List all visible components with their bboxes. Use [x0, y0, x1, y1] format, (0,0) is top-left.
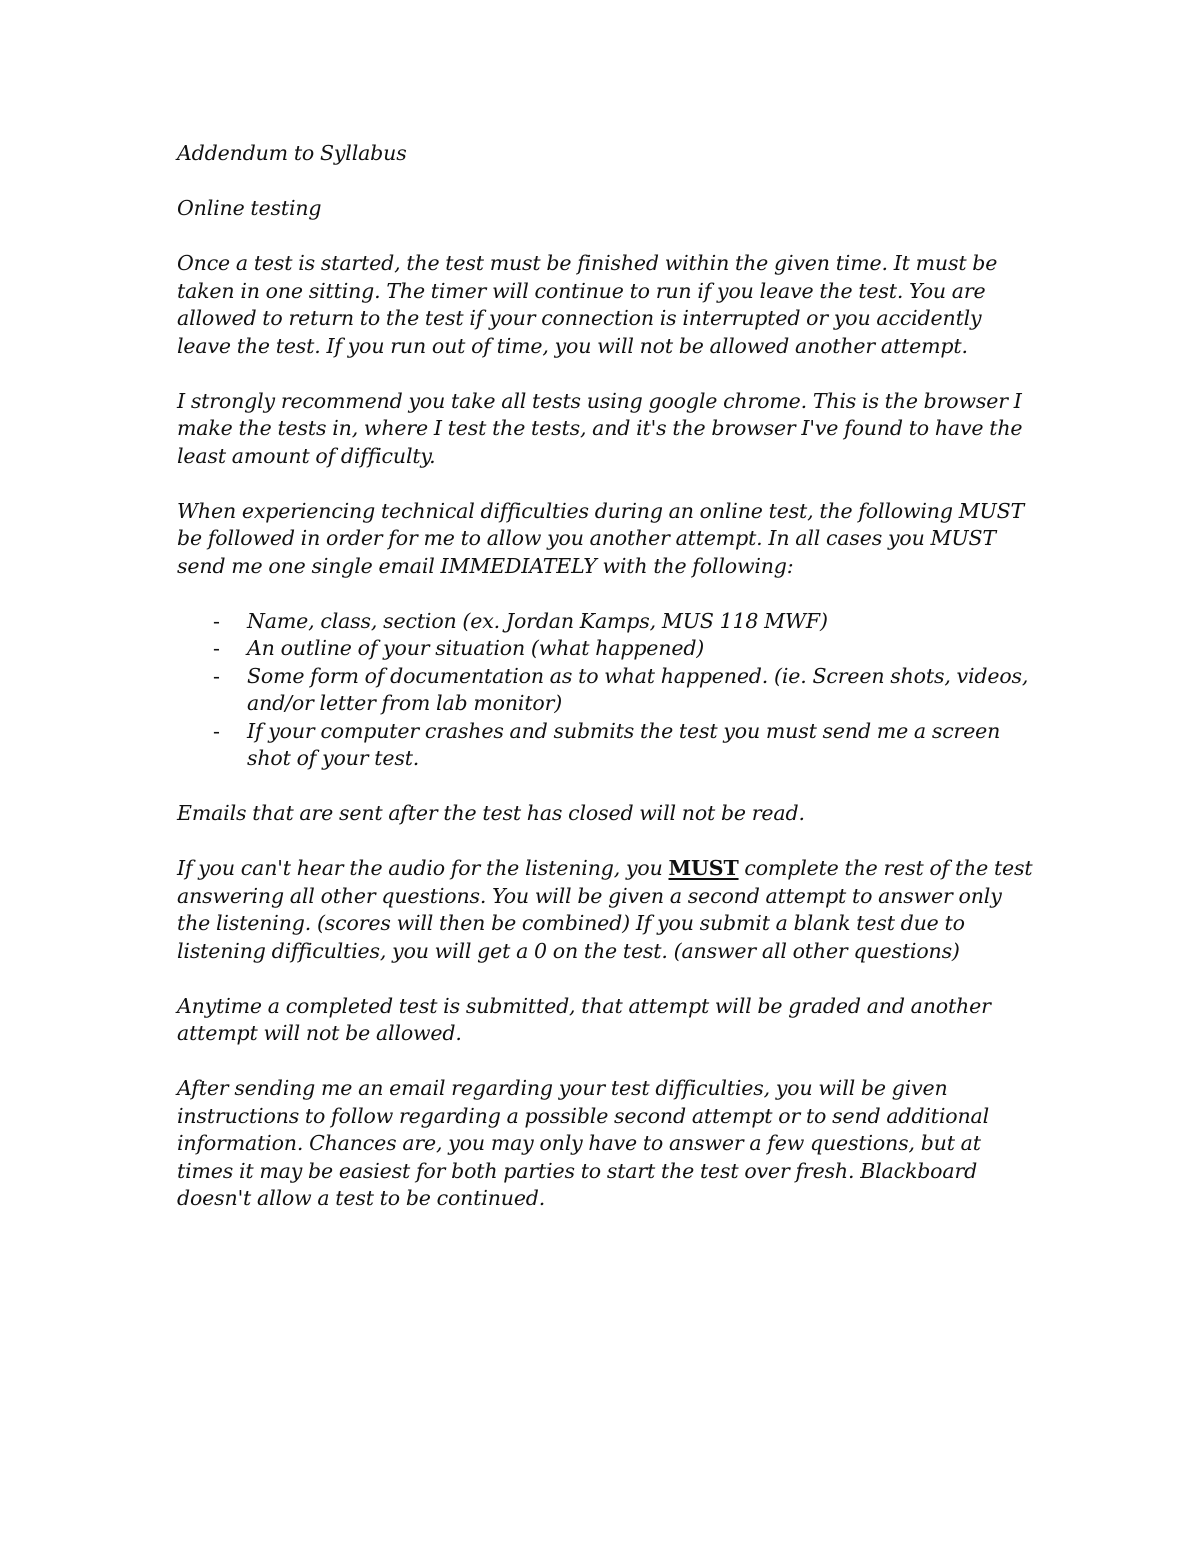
requirements-list: [177, 608, 1037, 773]
paragraph-submission: Anytime a completed test is submitted, that attempt will be graded and another attempt will not be allowed.: [177, 993, 991, 1045]
paragraph-audio-end: complete the rest of the test answering all other questions. You will be given a second attempt to answer only the listening. (scores will then be combined) If you submit a blank test due to listening difficulties, you will get a 0 on the test. (answer all other questions): [177, 856, 1033, 963]
paragraph-late-emails: Emails that are sent after the test has closed will not be read.: [177, 801, 805, 825]
paragraph-audio: [177, 855, 1037, 965]
list-item: [177, 608, 1037, 636]
list-item: [177, 718, 1037, 773]
document-body: [177, 140, 1037, 1240]
list-item: [177, 663, 1037, 718]
paragraph-browser: I strongly recommend you take all tests using google chrome. This is the browser I make the tests in, where I test the tests, and it's the browser I've found to have the least amount of difficulty.: [177, 388, 1023, 468]
list-item: [177, 635, 1037, 663]
paragraph-followup: After sending me an email regarding your test difficulties, you will be given instructions to follow regarding a possible second attempt or to send additional information. Chances are, you may only have to answer a few questions, but at times it may be easiest for both parties to start the test over fresh. Blackboard doesn't allow a test to be continued.: [177, 1076, 989, 1210]
must-emphasis: MUST: [668, 856, 739, 880]
paragraph-test-timing: Once a test is started, the test must be finished within the given time. It must be taken in one sitting. The timer will continue to run if you leave the test. You are allowed to return to the test if your connection is interrupted or you accidently leave the test. If you run out of time, you will not be allowed another attempt.: [177, 251, 998, 358]
bullet-marker: -: [213, 636, 220, 660]
list-item-text: Name, class, section (ex. Jordan Kamps, MUS 118 MWF): [247, 608, 828, 633]
list-item-text: If your computer crashes and submits the test you must send me a screen shot of your test.: [247, 718, 1001, 770]
section-heading: Online testing: [177, 196, 322, 220]
paragraph-audio-start: If you can't hear the audio for the listening, you: [177, 856, 669, 880]
bullet-marker: -: [213, 718, 220, 743]
paragraph-technical-difficulties: When experiencing technical difficulties during an online test, the following MUST be followed in order for me to allow you another attempt. In all cases you MUST send me one single email IMMEDIATELY with the following:: [177, 498, 1025, 578]
bullet-marker: -: [213, 608, 220, 633]
document-title: Addendum to Syllabus: [177, 141, 407, 165]
list-item-text: Some form of documentation as to what happened. (ie. Screen shots, videos, and/or letter from lab monitor): [247, 663, 1029, 715]
bullet-marker: -: [213, 663, 220, 688]
list-item-text: An outline of your situation (what happened): [247, 636, 705, 660]
